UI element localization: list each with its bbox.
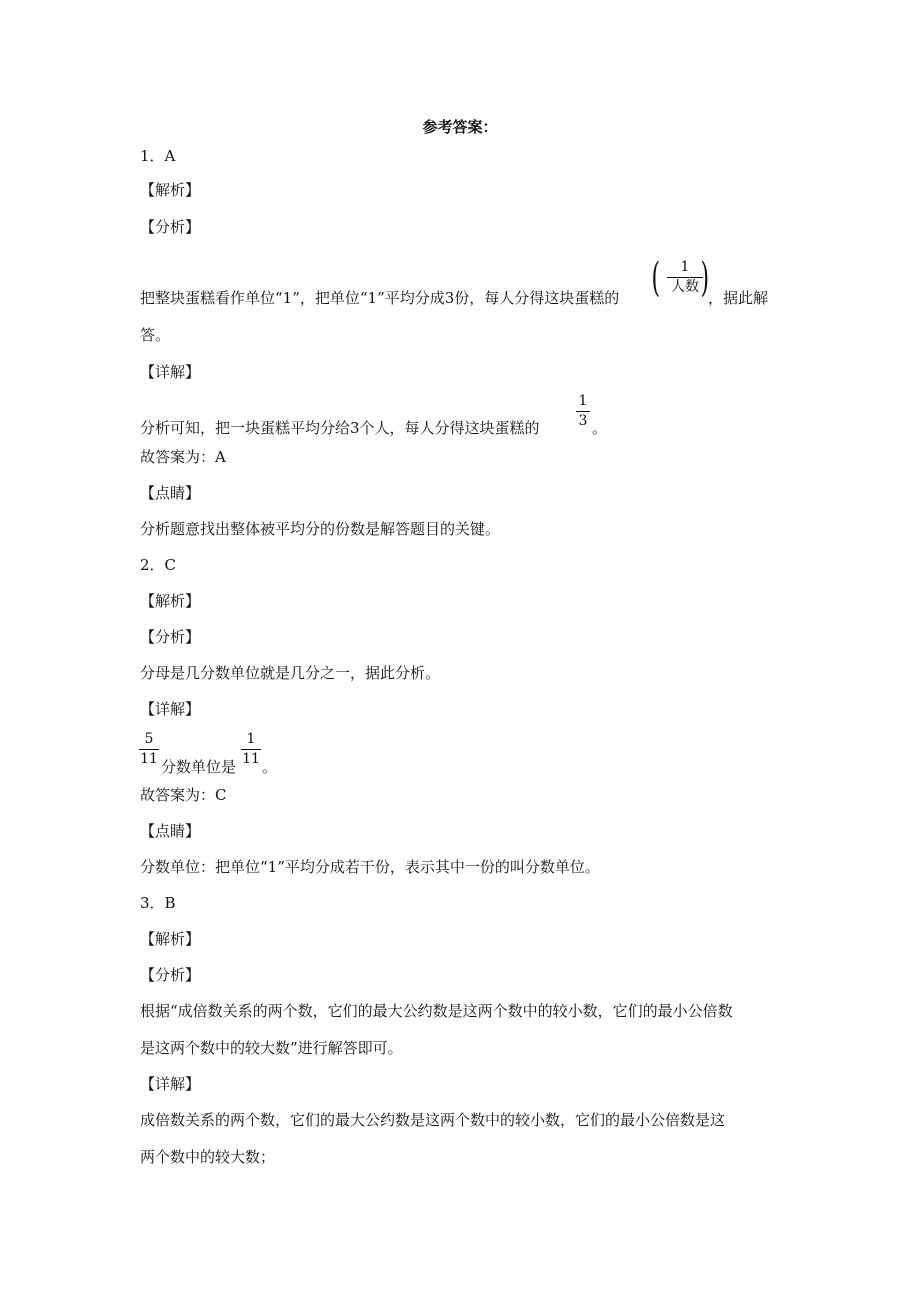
fraction-bar <box>241 749 261 750</box>
q1-number: 1．A <box>140 147 176 165</box>
q1-fraction <box>576 393 590 430</box>
q1-answer: 故答案为：A <box>140 448 226 466</box>
q3-xiangjie-heading: 【详解】 <box>140 1075 201 1093</box>
q1-dianjing-heading: 【点睛】 <box>140 484 201 502</box>
q2-fraction-five-elevenths <box>139 731 159 768</box>
q1-jiexi-heading: 【解析】 <box>140 181 201 199</box>
q2-fenxi-heading: 【分析】 <box>140 628 201 646</box>
fraction-denominator: 11 <box>140 751 158 767</box>
q3-jiexi-heading: 【解析】 <box>140 930 201 948</box>
q3-xiangjie-text-a: 成倍数关系的两个数，它们的最大公约数是这两个数中的较小数，它们的最小公倍数是这 <box>140 1111 726 1129</box>
left-paren: ( <box>651 255 661 301</box>
q1-fenxi-text-a: 把整块蛋糕看作单位“1”，把单位“1”平均分成3份，每人分得这块蛋糕的 <box>140 289 620 307</box>
q1-paren-fraction <box>667 259 703 296</box>
right-paren: ) <box>700 255 710 301</box>
fraction-numerator: 1 <box>578 393 588 409</box>
q2-fenxi-text: 分母是几分数单位就是几分之一，据此分析。 <box>140 664 441 682</box>
fraction-denominator: 3 <box>578 413 588 429</box>
q1-fenxi-text-c: 答。 <box>140 326 171 344</box>
q2-answer: 故答案为：C <box>140 786 227 804</box>
fraction-bar <box>667 277 703 278</box>
q2-number: 2．C <box>140 556 177 574</box>
q3-fenxi-text-b: 是这两个数中的较大数”进行解答即可。 <box>140 1039 403 1057</box>
q1-xiangjie-text-b: 。 <box>592 419 608 437</box>
q1-xiangjie-heading: 【详解】 <box>140 363 201 381</box>
q2-xiangjie-mid: 分数单位是 <box>161 758 237 776</box>
q3-number: 3．B <box>140 894 176 912</box>
fraction-bar <box>576 411 590 412</box>
fraction-numerator: 5 <box>144 731 154 747</box>
page-title: 参考答案： <box>422 118 498 136</box>
fraction-denominator: 11 <box>242 751 260 767</box>
q3-fenxi-heading: 【分析】 <box>140 966 201 984</box>
q2-dianjing-text: 分数单位：把单位“1”平均分成若干份，表示其中一份的叫分数单位。 <box>140 858 600 876</box>
q2-xiangjie-heading: 【详解】 <box>140 700 201 718</box>
fraction-denominator: 人数 <box>671 279 699 295</box>
q2-jiexi-heading: 【解析】 <box>140 592 201 610</box>
q2-xiangjie-end: 。 <box>262 758 278 776</box>
q1-fenxi-text-b: ，据此解 <box>708 289 769 307</box>
q1-dianjing-text: 分析题意找出整体被平均分的份数是解答题目的关键。 <box>140 520 501 538</box>
fraction-bar <box>139 749 159 750</box>
fraction-numerator: 1 <box>680 259 690 275</box>
fraction-numerator: 1 <box>246 731 256 747</box>
q3-fenxi-text-a: 根据“成倍数关系的两个数，它们的最大公约数是这两个数中的较小数，它们的最小公倍数 <box>140 1002 733 1020</box>
q1-xiangjie-text-a: 分析可知，把一块蛋糕平均分给3个人，每人分得这块蛋糕的 <box>140 419 540 437</box>
q2-dianjing-heading: 【点睛】 <box>140 822 201 840</box>
q2-fraction-one-eleventh <box>241 731 261 768</box>
q3-xiangjie-text-b: 两个数中的较大数； <box>140 1148 276 1166</box>
q1-fenxi-heading: 【分析】 <box>140 218 201 236</box>
